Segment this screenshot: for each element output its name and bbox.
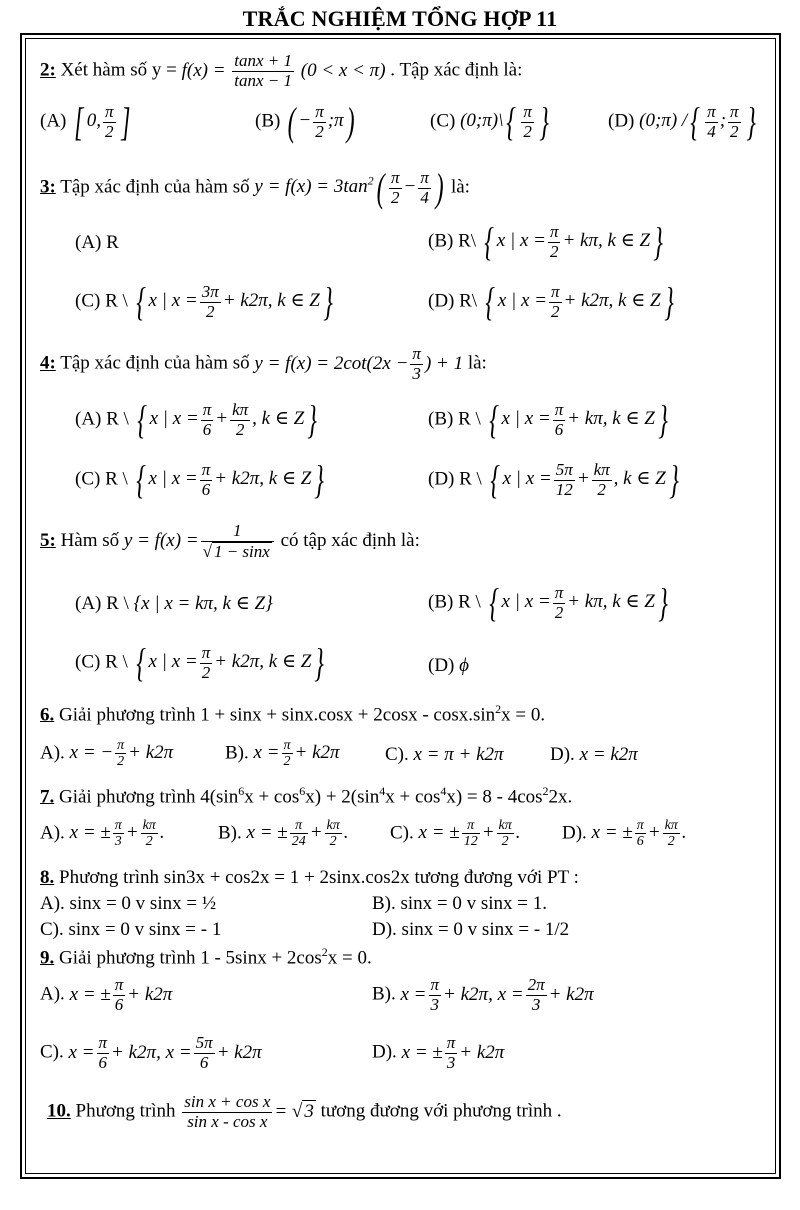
option-label: (D) bbox=[608, 110, 635, 132]
option-label: (A) bbox=[40, 110, 67, 132]
option-b[interactable] bbox=[218, 818, 349, 850]
option-formula: {x | x = kπ, k ∈ Z} bbox=[133, 593, 273, 614]
option-formula: x = ± $\frac{\pi}{3}$ + k2π bbox=[401, 1033, 505, 1072]
option-label: (D) bbox=[428, 655, 455, 676]
option-formula: { x | x = $\frac{\pi}{2}$ + kπ, k ∈ Z} bbox=[488, 580, 668, 625]
option-d[interactable] bbox=[608, 99, 759, 144]
option-a[interactable] bbox=[40, 976, 172, 1014]
question-text: Tập xác định của hàm số bbox=[60, 176, 250, 198]
question-text: Giải phương trình 1 - 5sinx + 2cos bbox=[59, 947, 322, 969]
option-formula: { x | x = $\frac{\pi}{6}$ + $\frac{k\pi}{2}$ , k ∈ Z} bbox=[136, 397, 318, 442]
option-formula: { x | x = $\frac{\pi}{2}$ + k2π, k ∈ Z} bbox=[485, 279, 674, 324]
formula: $y = f(x) = 3\tan^2$( $\frac{\pi}{2}$ − $\frac{\pi}{4}$ ) bbox=[254, 165, 444, 210]
option-a[interactable] bbox=[40, 738, 173, 770]
option-label: (C) R \ bbox=[75, 468, 128, 490]
option-a[interactable] bbox=[75, 592, 273, 615]
option-formula: { x | x = $\frac{\pi}{6}$ + kπ, k ∈ Z} bbox=[488, 397, 668, 442]
option-formula: { x | x = $\frac{3\pi}{2}$ + k2π, k ∈ Z} bbox=[135, 279, 333, 324]
option-formula: x = $\frac{\pi}{2}$ + k2π bbox=[253, 738, 340, 770]
question-number: 6. bbox=[40, 704, 55, 726]
question-tail: có tập xác định là: bbox=[280, 530, 420, 552]
option-label: A). bbox=[40, 983, 65, 1005]
question-number: 3: bbox=[40, 176, 56, 198]
option-label: (B) bbox=[255, 110, 281, 132]
option-b[interactable] bbox=[428, 397, 671, 442]
option-formula: x = $\frac{\pi}{3}$ + k2π, x = $\frac{2\pi}{3}$ + k2π bbox=[400, 975, 594, 1014]
question-8 bbox=[40, 867, 579, 889]
option-label: C). bbox=[40, 1041, 64, 1063]
option-formula: ( − $\frac{\pi}{2}$ ;π) bbox=[287, 99, 355, 144]
option-formula: { x | x = $\frac{5\pi}{12}$ + $\frac{k\pi}{2}$ , k ∈ Z} bbox=[489, 457, 679, 502]
option-d[interactable] bbox=[428, 279, 677, 324]
option-c[interactable] bbox=[390, 818, 521, 850]
question-number: 5: bbox=[40, 530, 56, 552]
question-7: 7. Giải phương trình $4(\sin^6x + \cos^6x) + 2(\sin^4x + \cos^4x) = 8 - 4\cos^22x$. bbox=[40, 784, 573, 808]
question-10 bbox=[47, 1093, 562, 1131]
option-c[interactable] bbox=[75, 640, 327, 685]
option-a[interactable] bbox=[40, 99, 133, 144]
option-label: B). bbox=[225, 742, 249, 764]
formula: y = f(x) = $\frac{1}{√ 1 - \sin x}$ bbox=[124, 530, 276, 551]
option-b[interactable] bbox=[372, 976, 594, 1014]
option-b[interactable] bbox=[428, 580, 671, 625]
option-label: B). bbox=[218, 822, 242, 844]
option-formula: x = − $\frac{\pi}{2}$ + k2π bbox=[69, 738, 174, 770]
option-d[interactable] bbox=[562, 818, 687, 850]
option-label: (B) R\ bbox=[428, 230, 477, 252]
question-tail: tương đương với phương trình . bbox=[320, 1100, 562, 1122]
option-formula: x = $\frac{\pi}{6}$ + k2π, x = $\frac{5\pi}{6}$ + k2π bbox=[68, 1033, 262, 1072]
question-5 bbox=[40, 522, 420, 561]
option-c[interactable] bbox=[75, 279, 336, 324]
question-text: Giải phương trình 1 + sinx + sinx.cosx + 2cosx - cosx.sin bbox=[59, 704, 496, 726]
option-c[interactable] bbox=[385, 744, 504, 766]
option-formula: [ 0, $\frac{\pi}{2}$ ] bbox=[74, 99, 130, 144]
question-text: Phương trình sin3x + cos2x = 1 + 2sinx.cos2x tương đương với PT : bbox=[59, 867, 579, 888]
option-c[interactable] bbox=[430, 99, 552, 144]
option-b[interactable] bbox=[255, 99, 357, 144]
option-b[interactable] bbox=[428, 219, 666, 264]
option-a[interactable] bbox=[75, 232, 119, 254]
question-text: Xét hàm số y = bbox=[60, 59, 177, 81]
option-label: (C) R \ bbox=[75, 651, 128, 673]
option-label: (A) R \ bbox=[75, 593, 129, 614]
option-label: D). bbox=[550, 744, 575, 765]
option-label: D). bbox=[372, 1041, 397, 1063]
option-formula: x = ± $\frac{\pi}{3}$ + $\frac{k\pi}{2}$ . bbox=[69, 818, 165, 850]
question-text: Phương trình bbox=[75, 1100, 176, 1122]
option-formula: x = ± $\frac{\pi}{24}$ + $\frac{k\pi}{2}$ . bbox=[246, 818, 349, 850]
option-a[interactable] bbox=[40, 818, 165, 850]
option-label: B). bbox=[372, 983, 396, 1005]
question-tail: là: bbox=[467, 352, 487, 374]
formula: f(x) = $\frac{\tan x + 1}{\tan x - 1}$ (0 < x < π) bbox=[181, 51, 386, 90]
option-label: (A) R bbox=[75, 232, 119, 253]
option-formula: ϕ bbox=[459, 655, 469, 676]
question-number: 8. bbox=[40, 867, 55, 888]
option-a[interactable]: A). sinx = 0 v sinx = ½ bbox=[40, 893, 217, 914]
option-label: (A) R \ bbox=[75, 408, 129, 430]
question-9: 9. Giải phương trình $1 - 5\sin x + 2\cos^2x = 0$. bbox=[40, 945, 372, 969]
option-formula: (0;π)\{ $\frac{\pi}{2}$ } bbox=[460, 99, 549, 144]
option-label: (B) R \ bbox=[428, 591, 481, 613]
option-label: (C) bbox=[430, 110, 456, 132]
option-d[interactable] bbox=[428, 655, 469, 677]
option-d[interactable] bbox=[550, 744, 638, 766]
option-d[interactable] bbox=[428, 457, 682, 502]
option-formula: x = k2π bbox=[579, 744, 638, 765]
question-number: 10. bbox=[47, 1100, 71, 1122]
question-text: Hàm số bbox=[60, 530, 120, 552]
option-formula: (0;π) /{ $\frac{\pi}{4}$ ; $\frac{\pi}{2}$ } bbox=[639, 99, 756, 144]
question-number: 4: bbox=[40, 352, 56, 374]
question-6: 6. Giải phương trình $1 + \sin x + \sin x.\cos x + 2\cos x - \cos x.\sin^2x = 0$. bbox=[40, 702, 546, 726]
option-label: (C) R \ bbox=[75, 290, 128, 312]
question-text: Tập xác định của hàm số bbox=[60, 352, 250, 374]
question-2 bbox=[40, 52, 522, 90]
formula: $\frac{\text{sin x + cos x}}{\text{sin x - cos x}}$ = √ 3 bbox=[184, 1092, 314, 1131]
option-formula: { x | x = $\frac{\pi}{6}$ + k2π, k ∈ Z} bbox=[135, 457, 325, 502]
option-d[interactable]: D). sinx = 0 v sinx = - 1/2 bbox=[372, 919, 570, 940]
option-d[interactable] bbox=[372, 1034, 504, 1072]
option-label: C). bbox=[385, 744, 409, 765]
question-tail: . Tập xác định là: bbox=[390, 59, 523, 81]
option-label: (B) R \ bbox=[428, 408, 481, 430]
question-number: 2: bbox=[40, 59, 56, 81]
option-label: A). bbox=[40, 742, 65, 764]
question-4 bbox=[40, 345, 487, 383]
option-formula: x = ± $\frac{\pi}{6}$ + k2π bbox=[69, 975, 173, 1014]
option-formula: { x | x = $\frac{\pi}{2}$ + k2π, k ∈ Z} bbox=[135, 640, 325, 685]
option-c[interactable]: C). sinx = 0 v sinx = - 1 bbox=[40, 919, 222, 940]
option-label: D). bbox=[562, 822, 587, 844]
option-a[interactable] bbox=[75, 397, 320, 442]
formula: y = f(x) = 2cot(2x − $\frac{\pi}{3}$ ) + 1 bbox=[254, 344, 464, 383]
option-b[interactable] bbox=[225, 738, 340, 770]
option-c[interactable] bbox=[75, 457, 327, 502]
option-formula: x = ± $\frac{\pi}{12}$ + $\frac{k\pi}{2}$ . bbox=[418, 818, 521, 850]
option-label: A). bbox=[40, 822, 65, 844]
option-label: (D) R \ bbox=[428, 468, 482, 490]
question-number: 9. bbox=[40, 947, 55, 969]
question-tail: x = 0. bbox=[501, 704, 546, 726]
option-label: (D) R\ bbox=[428, 290, 478, 312]
question-tail: là: bbox=[450, 176, 470, 198]
question-number: 7. bbox=[40, 786, 55, 808]
question-3 bbox=[40, 165, 470, 210]
question-tail: x = 0. bbox=[327, 947, 372, 969]
option-formula: { x | x = $\frac{\pi}{2}$ + kπ, k ∈ Z} bbox=[483, 219, 663, 264]
option-formula: x = π + k2π bbox=[413, 744, 504, 765]
option-b[interactable]: B). sinx = 0 v sinx = 1. bbox=[372, 893, 548, 914]
option-formula: x = ± $\frac{\pi}{6}$ + $\frac{k\pi}{2}$ . bbox=[591, 818, 687, 850]
option-c[interactable] bbox=[40, 1034, 262, 1072]
option-label: C). bbox=[390, 822, 414, 844]
page-title: TRẮC NGHIỆM TỔNG HỢP 11 bbox=[242, 6, 558, 31]
question-text: Giải phương trình 4(sin bbox=[59, 786, 239, 808]
